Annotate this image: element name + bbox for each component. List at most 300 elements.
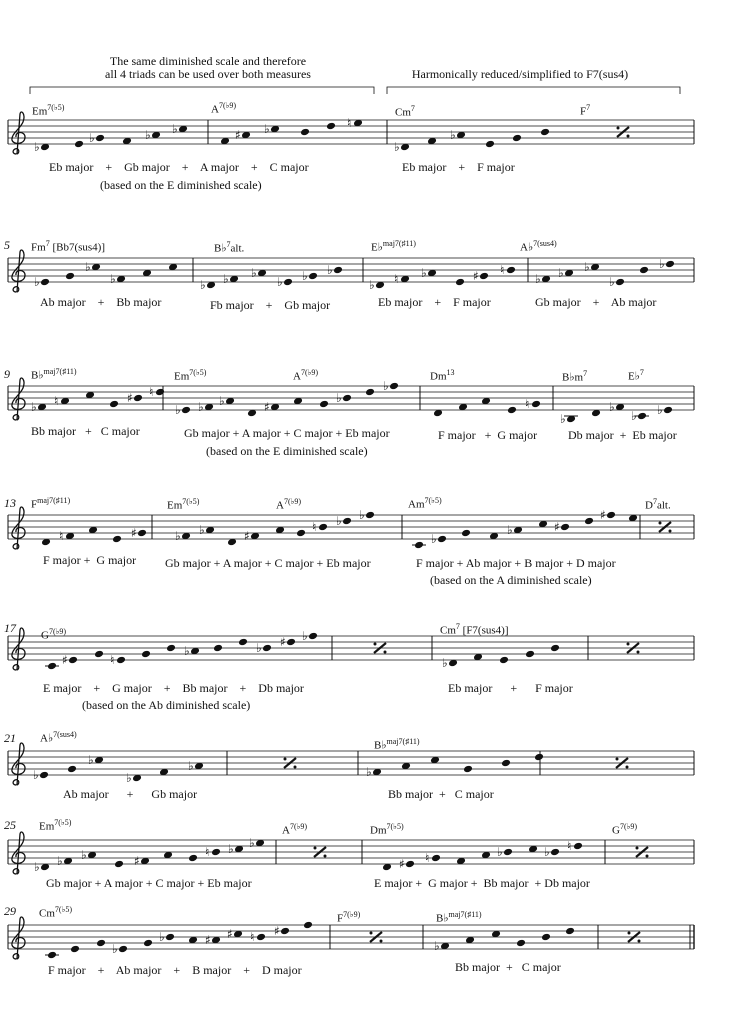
note bbox=[244, 529, 260, 543]
note bbox=[485, 140, 495, 149]
accidental: ♭ bbox=[112, 942, 118, 956]
note bbox=[62, 653, 78, 667]
note bbox=[327, 263, 343, 277]
staves-layer bbox=[8, 112, 694, 959]
accidental: ♭ bbox=[609, 275, 615, 289]
accidental: ♯ bbox=[274, 924, 280, 938]
notehead bbox=[550, 848, 560, 857]
notehead bbox=[512, 134, 522, 143]
triad-label: E major + G major + Bb major + Db major bbox=[374, 876, 590, 890]
note bbox=[213, 644, 223, 653]
note bbox=[175, 403, 191, 417]
note bbox=[112, 942, 128, 956]
note bbox=[609, 400, 625, 414]
accidental: ♭ bbox=[175, 403, 181, 417]
notehead bbox=[389, 382, 399, 391]
accidental: ♮ bbox=[59, 529, 64, 543]
header-left-line1: The same diminished scale and therefore bbox=[109, 54, 307, 68]
accidental: ♭ bbox=[359, 508, 365, 522]
accidental: ♭ bbox=[57, 854, 63, 868]
accidental: ♯ bbox=[131, 526, 137, 540]
accidental: ♭ bbox=[188, 759, 194, 773]
notehead bbox=[96, 939, 106, 948]
notehead bbox=[606, 511, 616, 520]
note bbox=[114, 860, 124, 869]
note bbox=[205, 933, 221, 947]
note bbox=[81, 848, 97, 862]
note bbox=[172, 122, 188, 136]
accidental: ♭ bbox=[302, 629, 308, 643]
treble-clef-icon bbox=[12, 917, 25, 959]
accidental: ♮ bbox=[149, 385, 154, 399]
treble-clef-icon bbox=[12, 507, 25, 549]
notehead bbox=[188, 854, 198, 863]
notehead bbox=[507, 406, 517, 415]
notehead bbox=[211, 848, 221, 857]
triad-note: (based on the A diminished scale) bbox=[430, 573, 592, 587]
treble-clef-icon bbox=[12, 378, 25, 420]
measure-number: 29 bbox=[4, 904, 16, 918]
note bbox=[264, 122, 280, 136]
accidental: ♭ bbox=[228, 842, 234, 856]
notehead bbox=[540, 128, 550, 137]
note bbox=[65, 272, 75, 281]
note bbox=[31, 400, 47, 414]
notehead bbox=[333, 266, 343, 275]
notehead bbox=[308, 632, 318, 641]
accidental: ♯ bbox=[134, 854, 140, 868]
chord-symbol: Dm$^{13}$ bbox=[430, 368, 455, 383]
treble-clef-icon bbox=[12, 832, 25, 874]
notehead bbox=[461, 529, 471, 538]
note bbox=[57, 854, 73, 868]
note bbox=[312, 520, 328, 534]
note bbox=[70, 945, 80, 954]
notehead bbox=[116, 656, 126, 665]
note bbox=[525, 650, 535, 659]
notehead bbox=[499, 656, 509, 665]
note bbox=[303, 921, 313, 930]
accidental: ♭ bbox=[184, 644, 190, 658]
note bbox=[461, 529, 471, 538]
note bbox=[143, 939, 153, 948]
note bbox=[110, 272, 126, 286]
note bbox=[541, 933, 551, 942]
triad-label: Eb major + F major bbox=[448, 681, 573, 695]
triad-label: Fb major + Gb major bbox=[210, 298, 331, 312]
note bbox=[54, 394, 70, 408]
note bbox=[319, 400, 329, 409]
accidental: ♮ bbox=[347, 116, 352, 130]
note bbox=[336, 391, 352, 405]
accidental: ♯ bbox=[127, 391, 133, 405]
notehead bbox=[501, 759, 511, 768]
note bbox=[34, 275, 50, 289]
note bbox=[336, 514, 352, 528]
triad-note: (based on the E diminished scale) bbox=[206, 444, 368, 458]
accidental: ♭ bbox=[159, 930, 165, 944]
notehead bbox=[286, 638, 296, 647]
chord-symbol: Cm$^7$ bbox=[395, 104, 415, 119]
accidental: ♭ bbox=[81, 848, 87, 862]
accidental: ♭ bbox=[535, 272, 541, 286]
chord-symbol: $F^{7(♭9)}$ bbox=[337, 910, 361, 925]
accidental: ♭ bbox=[277, 275, 283, 289]
triad-note: (based on the E diminished scale) bbox=[100, 178, 262, 192]
note bbox=[600, 508, 616, 522]
notehead bbox=[308, 272, 318, 281]
notehead bbox=[112, 535, 122, 544]
accidental: ♭ bbox=[659, 257, 665, 271]
triad-label: Ab major + Bb major bbox=[40, 295, 162, 309]
notehead bbox=[47, 662, 57, 671]
notehead bbox=[342, 517, 352, 526]
note bbox=[550, 644, 560, 653]
triad-label: E major + G major + Bb major + Db major bbox=[43, 681, 304, 695]
accidental: ♭ bbox=[85, 260, 91, 274]
accidental: ♭ bbox=[434, 939, 440, 953]
accidental: ♭ bbox=[336, 391, 342, 405]
accidental: ♭ bbox=[219, 394, 225, 408]
notehead bbox=[365, 388, 375, 397]
notehead bbox=[326, 122, 336, 131]
note bbox=[33, 768, 49, 782]
notehead bbox=[437, 535, 447, 544]
notehead bbox=[181, 406, 191, 415]
note bbox=[540, 128, 550, 137]
measure-number: 5 bbox=[4, 238, 10, 252]
accidental: ♭ bbox=[431, 532, 437, 546]
notehead bbox=[584, 517, 594, 526]
notehead bbox=[256, 933, 266, 942]
notehead bbox=[405, 860, 415, 869]
note bbox=[499, 656, 509, 665]
note bbox=[274, 924, 290, 938]
note bbox=[450, 128, 466, 142]
note bbox=[455, 278, 465, 287]
notehead bbox=[365, 511, 375, 520]
notehead bbox=[319, 400, 329, 409]
note bbox=[45, 951, 59, 960]
note bbox=[74, 140, 84, 149]
note bbox=[567, 839, 583, 853]
note bbox=[175, 529, 191, 543]
accidental: ♭ bbox=[34, 275, 40, 289]
chord-symbol: $G^{7(♭9)}$ bbox=[41, 627, 67, 642]
notehead bbox=[109, 400, 119, 409]
accidental: ♭ bbox=[249, 836, 255, 850]
note bbox=[59, 529, 75, 543]
note bbox=[251, 266, 267, 280]
accidental: ♭ bbox=[631, 409, 637, 423]
note bbox=[200, 278, 216, 292]
measure-number: 9 bbox=[4, 367, 10, 381]
accidental: ♭ bbox=[264, 122, 270, 136]
accidental: ♮ bbox=[500, 263, 505, 277]
notehead bbox=[342, 394, 352, 403]
notehead bbox=[550, 644, 560, 653]
note bbox=[250, 930, 266, 944]
note bbox=[516, 939, 526, 948]
note bbox=[394, 272, 410, 286]
note bbox=[584, 517, 594, 526]
note bbox=[264, 400, 280, 414]
note bbox=[88, 753, 104, 767]
notehead bbox=[541, 933, 551, 942]
note bbox=[394, 140, 410, 154]
note bbox=[223, 272, 239, 286]
note bbox=[434, 939, 450, 953]
note bbox=[365, 388, 375, 397]
header-left-line2: all 4 triads can be used over both measures bbox=[105, 67, 311, 81]
notehead bbox=[114, 860, 124, 869]
accidental: ♭ bbox=[336, 514, 342, 528]
notehead bbox=[615, 278, 625, 287]
note bbox=[366, 765, 382, 779]
note bbox=[159, 930, 175, 944]
note bbox=[525, 397, 541, 411]
notehead bbox=[506, 266, 516, 275]
accidental: ♭ bbox=[33, 768, 39, 782]
accidental: ♯ bbox=[62, 653, 68, 667]
note bbox=[326, 122, 336, 131]
accidental: ♯ bbox=[600, 508, 606, 522]
accidental: ♭ bbox=[172, 122, 178, 136]
note bbox=[198, 400, 214, 414]
notehead bbox=[166, 644, 176, 653]
notehead bbox=[300, 128, 310, 137]
notehead bbox=[47, 951, 57, 960]
accidental: ♯ bbox=[554, 520, 560, 534]
chord-symbol: $Em^{7(♭5)}$ bbox=[174, 368, 207, 383]
chord-symbol: $G^{7(♭9)}$ bbox=[612, 822, 638, 837]
note bbox=[188, 759, 204, 773]
note bbox=[431, 532, 447, 546]
accidental: ♭ bbox=[584, 260, 590, 274]
note bbox=[205, 845, 221, 859]
note bbox=[421, 266, 437, 280]
note bbox=[473, 269, 489, 283]
note bbox=[554, 520, 570, 534]
accidental: ♮ bbox=[54, 394, 59, 408]
notehead bbox=[455, 278, 465, 287]
note bbox=[277, 275, 293, 289]
accidental: ♭ bbox=[507, 523, 513, 537]
triad-label: Gb major + A major + C major + Eb major bbox=[165, 556, 371, 570]
triad-label: F major + Ab major + B major + D major bbox=[416, 556, 616, 570]
triad-note: (based on the Ab diminished scale) bbox=[82, 698, 251, 712]
triad-label: Db major + Eb major bbox=[568, 428, 677, 442]
note bbox=[109, 400, 119, 409]
note bbox=[134, 854, 150, 868]
chord-symbol: $Em^{7(♭5)}$ bbox=[39, 818, 72, 833]
note bbox=[544, 845, 560, 859]
chord-symbol: $D^7alt$. bbox=[645, 497, 671, 512]
note bbox=[34, 140, 50, 154]
chord-symbol: $Em^{7(♭5)}$ bbox=[167, 497, 200, 512]
notehead bbox=[94, 650, 104, 659]
header-bracket-left bbox=[30, 87, 374, 94]
notehead bbox=[665, 260, 675, 269]
accidental: ♭ bbox=[394, 140, 400, 154]
accidental: ♮ bbox=[567, 839, 572, 853]
triad-label: Bb major + C major bbox=[31, 424, 140, 438]
accidental: ♯ bbox=[205, 933, 211, 947]
note bbox=[235, 128, 251, 142]
note bbox=[300, 128, 310, 137]
chord-symbol: $Em^{7(♭5)}$ bbox=[32, 103, 65, 118]
notehead bbox=[238, 638, 248, 647]
note bbox=[126, 771, 142, 785]
note bbox=[249, 836, 265, 850]
accidental: ♭ bbox=[175, 529, 181, 543]
notehead bbox=[414, 541, 424, 550]
note bbox=[85, 260, 101, 274]
chord-symbol: $A^{7(♭9)}$ bbox=[276, 497, 302, 512]
note bbox=[659, 257, 675, 271]
accidental: ♭ bbox=[560, 412, 566, 426]
note bbox=[584, 260, 600, 274]
accidental: ♮ bbox=[425, 851, 430, 865]
notehead bbox=[565, 927, 575, 936]
accidental: ♮ bbox=[250, 930, 255, 944]
note bbox=[228, 842, 244, 856]
triad-label: Gb major + Ab major bbox=[535, 295, 657, 309]
note bbox=[296, 529, 306, 538]
chord-symbol: $Am^{7(♭5)}$ bbox=[408, 496, 442, 511]
accidental: ♮ bbox=[394, 272, 399, 286]
chord-symbol: E♭$^{maj7(♯11)}$ bbox=[371, 239, 416, 254]
note bbox=[560, 412, 578, 426]
notehead bbox=[525, 650, 535, 659]
note bbox=[631, 409, 649, 423]
note bbox=[302, 269, 318, 283]
notehead bbox=[68, 656, 78, 665]
accidental: ♭ bbox=[256, 641, 262, 655]
accidental: ♭ bbox=[558, 266, 564, 280]
chord-symbol: Cm$^7$ [F7(sus4)] bbox=[440, 622, 509, 637]
accidental: ♭ bbox=[497, 845, 503, 859]
accidental: ♯ bbox=[227, 927, 233, 941]
note bbox=[558, 266, 574, 280]
triad-label: Bb major + C major bbox=[388, 787, 494, 801]
notehead bbox=[560, 523, 570, 532]
accidental: ♯ bbox=[399, 857, 405, 871]
note bbox=[359, 508, 375, 522]
triad-label: Gb major + A major + C major + Eb major bbox=[46, 876, 252, 890]
triad-label: Ab major + Gb major bbox=[63, 787, 198, 801]
triad-label: Bb major + C major bbox=[455, 960, 561, 974]
accidental: ♯ bbox=[473, 269, 479, 283]
note bbox=[302, 629, 318, 643]
measure-number: 17 bbox=[4, 621, 16, 635]
note bbox=[127, 391, 143, 405]
note bbox=[145, 128, 161, 142]
treble-clef-icon bbox=[12, 112, 25, 154]
chord-symbol: B♭$^{maj7(♯11)}$ bbox=[374, 737, 420, 752]
note bbox=[34, 860, 50, 874]
notehead bbox=[639, 266, 649, 275]
notehead bbox=[534, 753, 544, 762]
note bbox=[535, 272, 551, 286]
notehead bbox=[573, 842, 583, 851]
note bbox=[184, 644, 200, 658]
notehead bbox=[213, 644, 223, 653]
note bbox=[534, 753, 544, 762]
note bbox=[166, 644, 176, 653]
notehead bbox=[531, 400, 541, 409]
accidental: ♭ bbox=[302, 269, 308, 283]
accidental: ♭ bbox=[31, 400, 37, 414]
header-bracket-right bbox=[387, 87, 680, 94]
note bbox=[280, 635, 296, 649]
note bbox=[657, 403, 673, 417]
accidental: ♮ bbox=[205, 845, 210, 859]
accidental: ♯ bbox=[280, 635, 286, 649]
accidental: ♭ bbox=[34, 860, 40, 874]
chord-symbol: $F^{maj7(♯11)}$ bbox=[31, 496, 71, 511]
note bbox=[497, 845, 513, 859]
notehead bbox=[303, 921, 313, 930]
note bbox=[383, 379, 399, 393]
notehead bbox=[283, 278, 293, 287]
notehead bbox=[431, 854, 441, 863]
accidental: ♮ bbox=[312, 520, 317, 534]
chord-symbol: $A^{7(♭9)}$ bbox=[293, 368, 319, 383]
accidental: ♯ bbox=[244, 529, 250, 543]
note bbox=[89, 131, 105, 145]
notehead bbox=[65, 272, 75, 281]
chord-symbol: Fm$^7$ [Bb7(sus4)] bbox=[31, 239, 105, 254]
note bbox=[238, 638, 248, 647]
accidental: ♭ bbox=[609, 400, 615, 414]
chord-symbol: A♭$^{7(sus4)}$ bbox=[520, 239, 557, 254]
notehead bbox=[479, 272, 489, 281]
accidental: ♭ bbox=[442, 656, 448, 670]
notehead bbox=[118, 945, 128, 954]
chord-symbol: $Dm^{7(♭5)}$ bbox=[370, 822, 404, 837]
notehead bbox=[133, 394, 143, 403]
notehead bbox=[503, 848, 513, 857]
note bbox=[565, 927, 575, 936]
notehead bbox=[67, 765, 77, 774]
note bbox=[188, 854, 198, 863]
triad-label: Eb major + F major bbox=[378, 295, 491, 309]
notehead bbox=[516, 939, 526, 948]
chord-symbol: $Cm^{7(♭5)}$ bbox=[39, 905, 73, 920]
notehead bbox=[663, 406, 673, 415]
accidental: ♭ bbox=[251, 266, 257, 280]
chord-symbol: A♭$^{7(sus4)}$ bbox=[40, 730, 77, 745]
accidental: ♭ bbox=[110, 272, 116, 286]
notehead bbox=[143, 939, 153, 948]
note bbox=[463, 765, 473, 774]
accidental: ♭ bbox=[657, 403, 663, 417]
note bbox=[507, 523, 523, 537]
note bbox=[110, 653, 126, 667]
note bbox=[369, 278, 385, 292]
chord-symbol: B♭$^{maj7(♯11)}$ bbox=[436, 910, 482, 925]
accidental: ♭ bbox=[450, 128, 456, 142]
chord-symbol: $F^7$ bbox=[580, 103, 591, 118]
accidental: ♭ bbox=[34, 140, 40, 154]
measure-number: 13 bbox=[4, 496, 16, 510]
notehead bbox=[40, 278, 50, 287]
chord-symbol: E♭$^7$ bbox=[628, 368, 644, 383]
accidental: ♭ bbox=[89, 131, 95, 145]
notehead bbox=[137, 529, 147, 538]
measure-number: 25 bbox=[4, 818, 16, 832]
